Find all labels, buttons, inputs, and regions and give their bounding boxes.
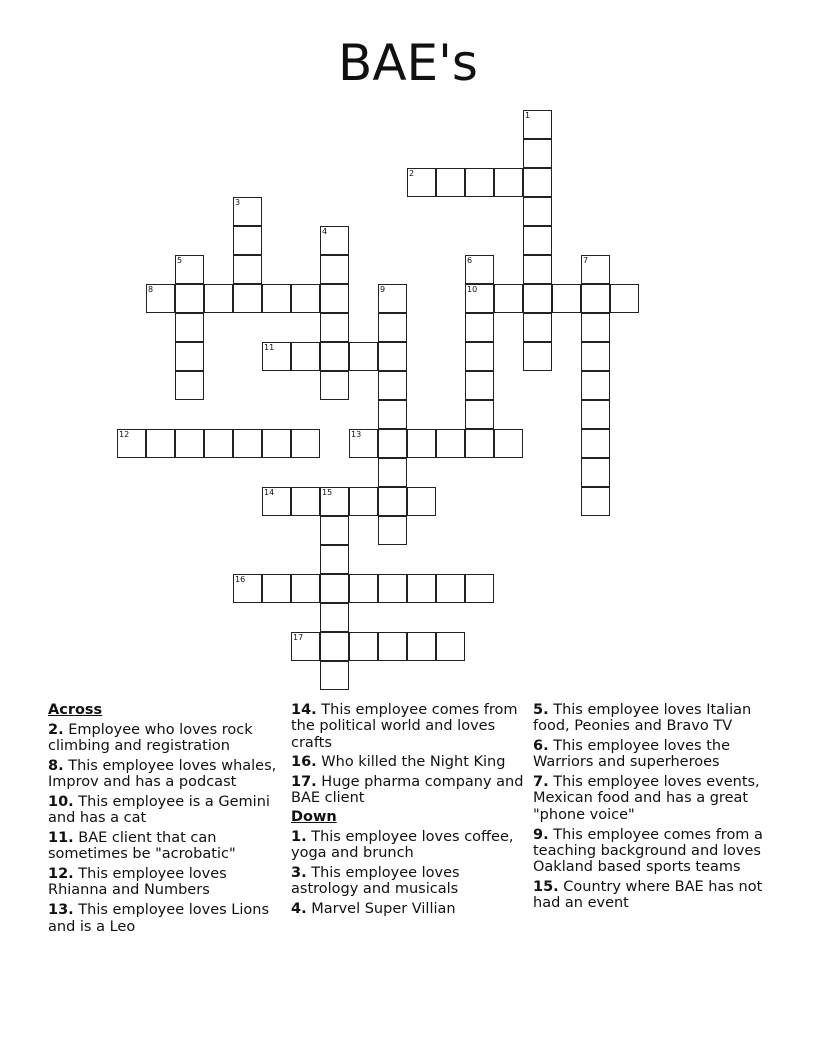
grid-cell[interactable] [175,255,204,284]
grid-cell[interactable] [523,197,552,226]
grid-cell[interactable] [465,342,494,371]
clue-number: 9. [533,826,549,843]
clue-number: 13. [48,902,74,919]
grid-cell[interactable] [378,574,407,603]
grid-cell[interactable] [262,429,291,458]
clue-text: This employee loves whales, Improv and has a podcast [48,757,277,791]
grid-cell[interactable] [407,168,436,197]
grid-cell[interactable] [320,603,349,632]
grid-cell[interactable] [465,574,494,603]
grid-cell[interactable] [407,632,436,661]
clue-number: 1. [291,828,307,845]
grid-cell[interactable] [581,371,610,400]
clues-column-1 [48,700,283,935]
grid-cell[interactable] [204,284,233,313]
grid-cell[interactable] [436,574,465,603]
grid-cell[interactable] [320,284,349,313]
grid-cell[interactable] [407,574,436,603]
grid-cell[interactable] [233,429,262,458]
grid-cell[interactable] [349,429,378,458]
clue-text: Marvel Super Villian [311,900,456,917]
clue-text: This employee loves Rhianna and Numbers [48,866,227,899]
grid-cell[interactable] [291,284,320,313]
cell-number: 13 [351,430,362,439]
grid-cell[interactable] [465,429,494,458]
grid-cell[interactable] [349,487,378,516]
grid-cell[interactable] [262,487,291,516]
grid-cell[interactable] [378,516,407,545]
cell-number: 3 [235,198,241,207]
grid-cell[interactable] [581,400,610,429]
clue-number: 15. [533,878,559,895]
clue-number: 6. [533,738,549,755]
grid-cell[interactable] [320,516,349,545]
clue-down-15 [533,879,768,912]
clue-number: 7. [533,774,549,791]
grid-cell[interactable] [233,574,262,603]
grid-cell[interactable] [204,429,233,458]
grid-cell[interactable] [146,429,175,458]
clue-text: Employee who loves rock climbing and registration [48,721,253,755]
clue-across-10 [48,794,283,827]
cell-number: 1 [525,111,531,120]
grid-cell[interactable] [291,487,320,516]
clue-number: 16. [291,754,317,771]
clue-down-6 [533,738,768,771]
grid-cell[interactable] [581,458,610,487]
grid-cell[interactable] [233,197,262,226]
grid-cell[interactable] [523,255,552,284]
cell-number: 17 [293,633,304,642]
clue-number: 5. [533,702,549,718]
grid-cell[interactable] [581,255,610,284]
clue-text: This employee loves Italian food, Peonies and Bravo TV [533,702,752,735]
clue-text: Huge pharma company and BAE client [291,774,524,807]
grid-cell[interactable] [494,429,523,458]
grid-cell[interactable] [262,342,291,371]
grid-cell[interactable] [146,284,175,313]
grid-cell[interactable] [581,313,610,342]
grid-cell[interactable] [320,255,349,284]
grid-cell[interactable] [378,342,407,371]
grid-cell[interactable] [175,313,204,342]
clues-column-3 [533,700,768,912]
cell-number: 12 [119,430,130,439]
grid-cell[interactable] [262,284,291,313]
clue-across-14 [291,702,526,751]
clue-text: This employee comes from the political world and loves crafts [291,702,518,751]
clue-text: Country where BAE has not had an event [533,878,763,912]
grid-cell[interactable] [523,342,552,371]
clue-number: 11. [48,830,74,847]
grid-cell[interactable] [465,313,494,342]
grid-cell[interactable] [320,574,349,603]
grid-cell[interactable] [233,255,262,284]
grid-cell[interactable] [523,168,552,197]
clue-across-11 [48,830,283,863]
grid-cell[interactable] [320,487,349,516]
grid-cell[interactable] [436,429,465,458]
clues-column-2 [291,700,526,917]
grid-cell[interactable] [291,574,320,603]
grid-cell[interactable] [465,371,494,400]
grid-cell[interactable] [320,632,349,661]
grid-cell[interactable] [349,342,378,371]
cell-number: 9 [380,285,386,294]
grid-cell[interactable] [320,226,349,255]
grid-cell[interactable] [349,574,378,603]
clue-text: This employee is a Gemini and has a cat [48,793,270,827]
cell-number: 10 [467,285,478,294]
grid-cell[interactable] [320,371,349,400]
clue-number: 12. [48,866,74,883]
grid-cell[interactable] [378,400,407,429]
grid-cell[interactable] [233,226,262,255]
grid-cell[interactable] [378,429,407,458]
down-header: Down [291,808,337,825]
cell-number: 11 [264,343,275,352]
clue-across-2 [48,722,283,755]
grid-cell[interactable] [117,429,146,458]
cell-number: 16 [235,575,246,584]
grid-cell[interactable] [494,168,523,197]
clue-down-3 [291,865,526,898]
grid-cell[interactable] [378,371,407,400]
grid-cell[interactable] [552,284,581,313]
grid-cell[interactable] [523,226,552,255]
cell-number: 15 [322,488,333,497]
across-header: Across [48,702,103,718]
grid-cell[interactable] [465,255,494,284]
clue-text: This employee comes from a teaching background and loves Oakland based sports teams [533,826,763,876]
grid-cell[interactable] [378,313,407,342]
clue-text: This employee loves events, Mexican food and has a great "phone voice" [533,774,760,823]
grid-cell[interactable] [465,400,494,429]
grid-cell[interactable] [407,487,436,516]
grid-cell[interactable] [378,632,407,661]
grid-cell[interactable] [320,313,349,342]
grid-cell[interactable] [175,429,204,458]
grid-cell[interactable] [581,487,610,516]
grid-cell[interactable] [349,632,378,661]
grid-cell[interactable] [465,168,494,197]
grid-cell[interactable] [581,429,610,458]
clue-down-1 [291,829,526,862]
clue-across-8 [48,758,283,791]
grid-cell[interactable] [378,487,407,516]
grid-cell[interactable] [407,429,436,458]
clue-text: This employee loves the Warriors and superheroes [533,738,731,771]
clue-text: This employee loves coffee, yoga and brunch [291,828,514,861]
clue-number: 14. [291,702,317,718]
clue-down-5 [533,702,768,735]
grid-cell[interactable] [523,139,552,168]
grid-cell[interactable] [320,342,349,371]
grid-cell[interactable] [291,632,320,661]
grid-cell[interactable] [523,284,552,313]
cell-number: 6 [467,256,473,265]
clue-number: 4. [291,900,307,917]
grid-cell[interactable] [581,342,610,371]
grid-cell[interactable] [320,545,349,574]
clue-text: BAE client that can sometimes be "acrobatic" [48,830,236,863]
cell-number: 5 [177,256,183,265]
clue-number: 17. [291,774,317,791]
grid-cell[interactable] [262,574,291,603]
clue-across-12 [48,866,283,899]
cell-number: 14 [264,488,275,497]
grid-cell[interactable] [378,284,407,313]
grid-cell[interactable] [465,284,494,313]
clue-number: 3. [291,864,307,881]
grid-cell[interactable] [291,342,320,371]
cell-number: 8 [148,285,154,294]
cell-number: 4 [322,227,328,236]
grid-cell[interactable] [175,371,204,400]
grid-cell[interactable] [494,284,523,313]
clue-number: 2. [48,721,64,738]
clue-across-13 [48,902,283,935]
clue-across-17 [291,774,526,807]
grid-cell[interactable] [175,284,204,313]
grid-cell[interactable] [320,661,349,690]
clue-text: This employee loves astrology and musicals [291,864,460,897]
clue-number: 10. [48,793,74,810]
clue-down-4 [291,901,526,917]
cell-number: 2 [409,169,415,178]
grid-cell[interactable] [436,168,465,197]
grid-cell[interactable] [610,284,639,313]
grid-cell[interactable] [523,313,552,342]
grid-cell[interactable] [523,110,552,139]
grid-cell[interactable] [581,284,610,313]
cell-number: 7 [583,256,589,265]
clue-down-9 [533,827,768,876]
clue-across-16 [291,754,526,770]
clue-text: Who killed the Night King [321,754,506,771]
grid-cell[interactable] [436,632,465,661]
grid-cell[interactable] [378,458,407,487]
grid-cell[interactable] [175,342,204,371]
clue-number: 8. [48,757,64,774]
clue-down-7 [533,774,768,823]
puzzle-title: BAE's [338,34,478,92]
grid-cell[interactable] [291,429,320,458]
grid-cell[interactable] [233,284,262,313]
clue-text: This employee loves Lions and is a Leo [48,902,270,935]
